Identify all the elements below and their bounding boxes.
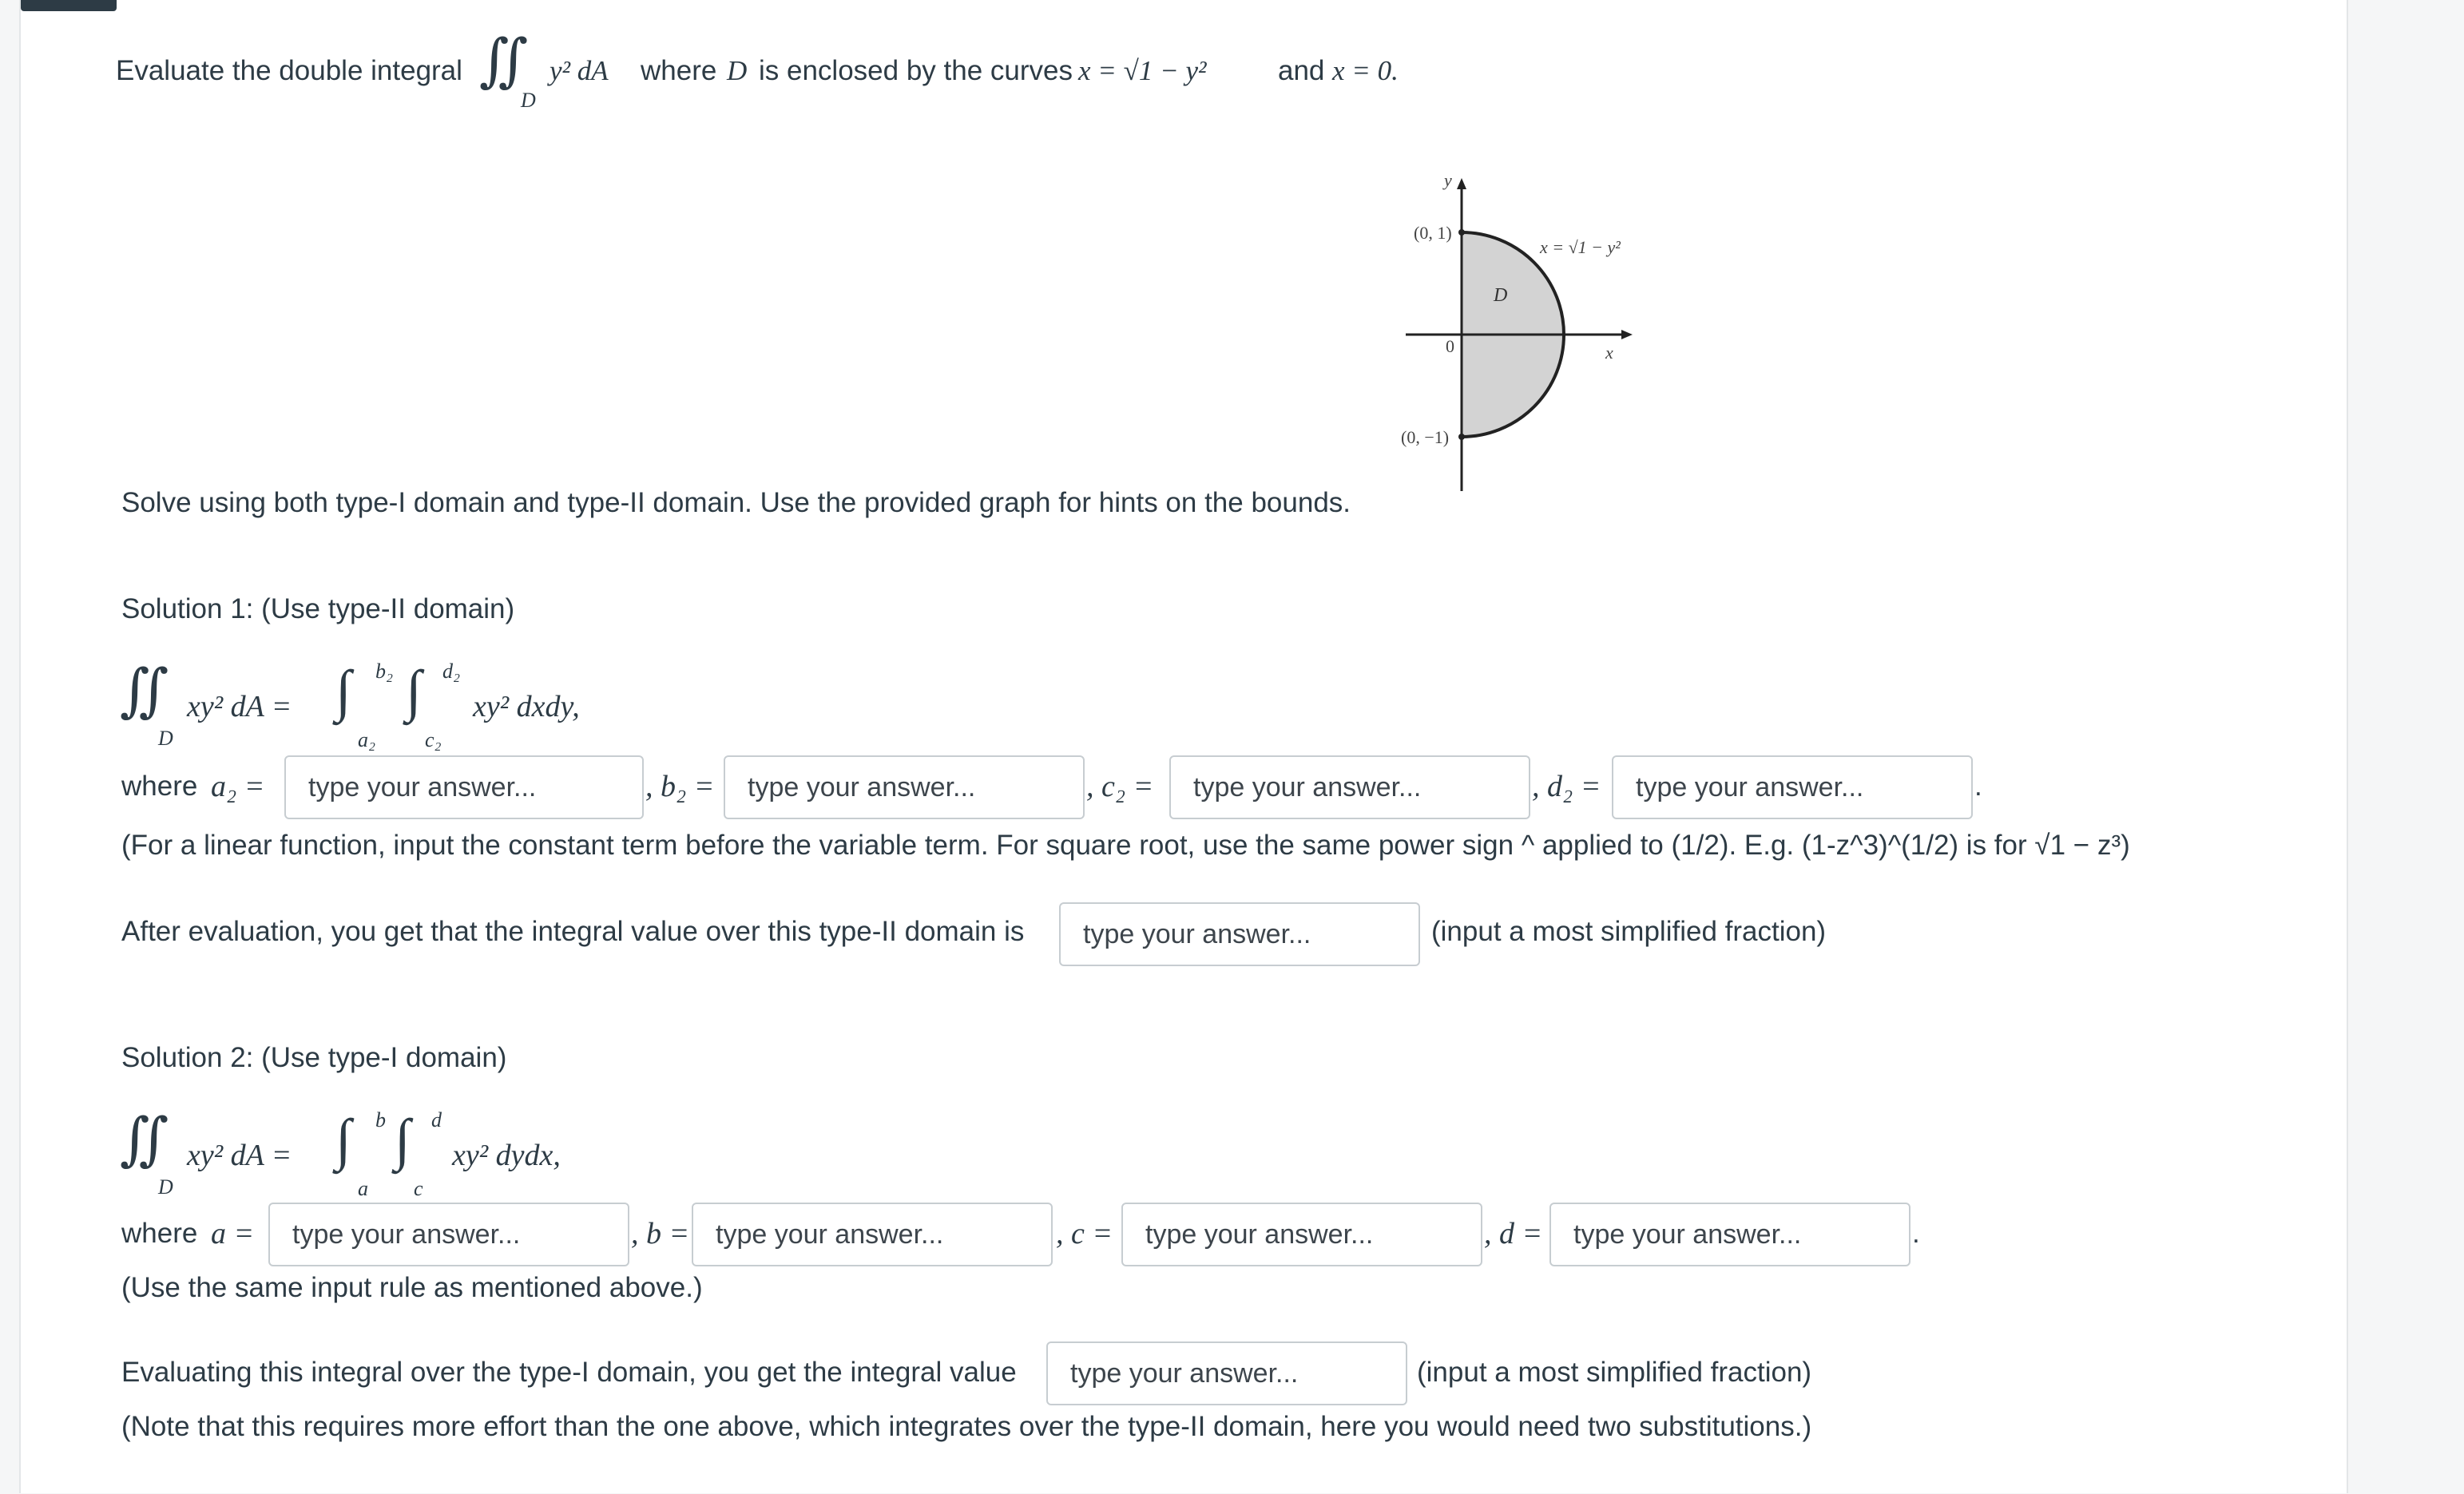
top-point-label: (0, 1) <box>1414 223 1452 243</box>
solution1-b2-input[interactable] <box>724 755 1085 819</box>
solution2-label-b: , b = <box>631 1217 690 1250</box>
solution1-domain-label: D <box>158 727 173 750</box>
prompt-integrand: y² dA <box>550 55 609 86</box>
question-number-badge <box>21 0 117 11</box>
solution1-a2-input[interactable] <box>284 755 644 819</box>
solution1-eval-text: After evaluation, you get that the integral value over this type-II domain is <box>121 916 1025 947</box>
solution2-lower-inner: c <box>414 1177 423 1200</box>
solution1-period: . <box>1974 771 1982 802</box>
region-graph <box>1382 164 1645 499</box>
solution2-double-integral: ∬ <box>120 1108 169 1171</box>
prompt-curve-1: x = √1 − y² <box>1078 55 1207 86</box>
prompt-D: D <box>727 55 748 86</box>
solution1-rhs: xy² dxdy, <box>473 690 580 723</box>
solution2-note: (Use the same input rule as mentioned above.) <box>121 1272 703 1303</box>
prompt-enclosed: is enclosed by the curves <box>759 55 1073 86</box>
solution2-period: . <box>1912 1218 1920 1249</box>
solution2-lhs: xy² dA = <box>187 1139 292 1172</box>
solution1-label-c2: , c₂ = <box>1086 770 1154 803</box>
solution2-upper-inner: d <box>431 1108 442 1131</box>
bottom-point <box>1458 434 1465 440</box>
solution1-outer-integral: ∫ <box>335 659 351 723</box>
solution2-domain-label: D <box>158 1175 173 1199</box>
solution2-lower-outer: a <box>358 1177 368 1200</box>
solution1-c2-input[interactable] <box>1169 755 1530 819</box>
bottom-point-label: (0, −1) <box>1401 427 1450 447</box>
y-axis-arrow <box>1457 178 1466 189</box>
origin-label: 0 <box>1446 336 1454 356</box>
solution1-double-integral: ∬ <box>120 659 169 723</box>
solution2-label-c: , c = <box>1056 1217 1113 1250</box>
solution2-upper-outer: b <box>375 1108 386 1131</box>
solution2-d-input[interactable] <box>1549 1203 1910 1266</box>
solution1-lower-inner: c₂ <box>425 728 442 751</box>
solution1-upper-outer: b₂ <box>375 660 394 683</box>
solution1-where: where <box>121 771 198 802</box>
solution1-label-b2: , b₂ = <box>645 770 715 803</box>
solution2-a-input[interactable] <box>268 1203 629 1266</box>
solution1-note: (For a linear function, input the constant term before the variable term. For square root, use the same power sign ^ applied to (1/2). E.g. (1-z^3)^(1/2) is for √1 − z³) <box>121 830 2130 861</box>
prompt-curve-2: x = 0. <box>1332 55 1399 86</box>
y-axis-label: y <box>1444 170 1452 190</box>
curve-label: x = √1 − y² <box>1540 237 1621 257</box>
x-axis-arrow <box>1621 330 1633 339</box>
solution1-heading: Solution 1: (Use type-II domain) <box>121 593 515 624</box>
solution1-lhs: xy² dA = <box>187 690 292 723</box>
prompt-prefix: Evaluate the double integral <box>116 55 462 86</box>
x-axis-label: x <box>1605 343 1613 363</box>
solution1-label-a2: a₂ = <box>211 770 265 803</box>
solution1-lower-outer: a₂ <box>358 728 376 751</box>
prompt-and: and <box>1278 55 1325 86</box>
solution2-rhs: xy² dydx, <box>452 1139 561 1172</box>
solution2-value-input[interactable] <box>1046 1341 1407 1405</box>
solution2-c-input[interactable] <box>1121 1203 1482 1266</box>
solution2-eval-suffix: (input a most simplified fraction) <box>1417 1357 1812 1388</box>
solution2-where: where <box>121 1218 198 1249</box>
prompt-where: where <box>641 55 717 86</box>
solution1-label-d2: , d₂ = <box>1532 770 1601 803</box>
solution2-label-d: , d = <box>1484 1217 1543 1250</box>
solution2-inner-integral: ∫ <box>395 1108 411 1171</box>
solution1-eval-suffix: (input a most simplified fraction) <box>1431 916 1827 947</box>
solution1-upper-inner: d₂ <box>442 660 461 683</box>
solution1-value-input[interactable] <box>1059 902 1420 966</box>
region-label: D <box>1494 285 1508 306</box>
solution2-outer-integral: ∫ <box>335 1108 351 1171</box>
solution2-eval-text: Evaluating this integral over the type-I domain, you get the integral value <box>121 1357 1017 1388</box>
solution2-label-a: a = <box>211 1217 255 1250</box>
hint-text: Solve using both type-I domain and type-II domain. Use the provided graph for hints on the bounds. <box>121 487 1351 518</box>
top-point <box>1458 229 1465 236</box>
integral-domain-label: D <box>521 89 536 112</box>
solution2-effort-note: (Note that this requires more effort than the one above, which integrates over the type-II domain, here you would need two substitutions.) <box>121 1411 1812 1442</box>
solution2-b-input[interactable] <box>692 1203 1053 1266</box>
double-integral-sign: ∬ <box>479 29 529 93</box>
solution1-inner-integral: ∫ <box>406 659 422 723</box>
solution2-heading: Solution 2: (Use type-I domain) <box>121 1042 507 1073</box>
solution1-d2-input[interactable] <box>1612 755 1973 819</box>
